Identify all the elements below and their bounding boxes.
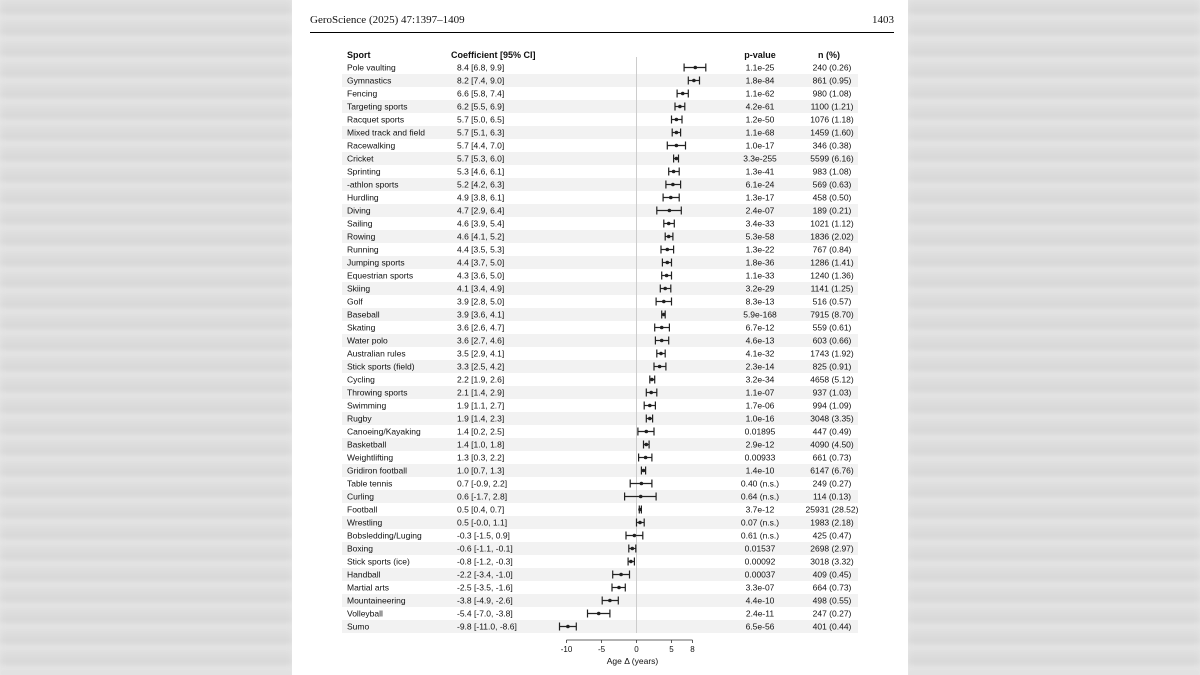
row-stripe [342,386,858,399]
n-text: 1743 (1.92) [810,348,854,359]
coefficient-point [667,222,671,226]
n-text: 994 (1.09) [812,400,852,411]
sport-label: Running [347,244,379,255]
coefficient-point [648,404,652,408]
row-stripe [342,516,858,529]
page-number: 1403 [872,14,894,26]
n-text: 559 (0.61) [812,322,852,333]
coefficient-point [663,287,667,291]
x-tick-label: 5 [669,645,674,654]
n-text: 1076 (1.18) [810,114,854,125]
coefficient-point [665,274,669,278]
coefficient-text: 0.5 [0.4, 0.7] [457,504,505,515]
sport-label: Volleyball [347,608,383,619]
sport-label: Bobsledding/Luging [347,530,422,541]
sport-label: Mixed track and field [347,127,425,138]
n-text: 664 (0.73) [812,582,852,593]
row-stripe [342,178,858,191]
background-blur-right [908,0,1200,675]
n-text: 346 (0.38) [812,140,852,151]
sport-label: Handball [347,569,381,580]
row-stripe [342,334,858,347]
pvalue-text: 0.07 (n.s.) [740,517,780,528]
coefficient-point [666,261,670,265]
n-text: 447 (0.49) [812,426,852,437]
x-tick-label: 8 [690,645,695,654]
sport-label: Equestrian sports [347,270,414,281]
forest-plot [292,0,908,675]
n-text: 247 (0.27) [812,608,852,619]
pvalue-text: 1.1e-25 [745,62,775,73]
x-tick-label: -5 [597,645,606,654]
n-text: 4090 (4.50) [810,439,854,450]
sport-label: Sumo [347,621,370,632]
coefficient-point [675,131,679,135]
coefficient-text: 4.7 [2.9, 6.4] [457,205,505,216]
coefficient-text: 3.3 [2.5, 4.2] [457,361,505,372]
row-stripe [342,464,858,477]
x-tick-label: 0 [634,645,639,654]
coefficient-text: 0.5 [-0.0, 1.1] [457,517,508,528]
sport-label: Racewalking [347,140,396,151]
n-text: 5599 (6.16) [810,153,854,164]
coefficient-point [638,521,642,525]
sport-label: Gymnastics [347,75,392,86]
pvalue-text: 3.2e-29 [745,283,775,294]
pvalue-text: 3.4e-33 [745,218,775,229]
coefficient-point [617,586,621,590]
coefficient-text: 5.7 [5.3, 6.0] [457,153,505,164]
coefficient-point [675,157,679,161]
row-stripe [342,438,858,451]
sport-label: Rowing [347,231,376,242]
n-text: 114 (0.13) [812,491,852,502]
n-text: 409 (0.45) [812,569,852,580]
coefficient-text: 4.6 [3.9, 5.4] [457,218,505,229]
n-text: 1141 (1.25) [810,283,854,294]
coefficient-text: 5.3 [4.6, 6.1] [457,166,505,177]
sport-label: Cricket [347,153,374,164]
sport-label: Swimming [347,400,387,411]
sport-label: Martial arts [347,582,390,593]
coefficient-text: 3.9 [2.8, 5.0] [457,296,505,307]
pvalue-text: 8.3e-13 [745,296,775,307]
sport-label: Racquet sports [347,114,405,125]
n-text: 1459 (1.60) [810,127,854,138]
n-text: 25931 (28.52) [805,504,859,515]
n-text: 6147 (6.76) [810,465,854,476]
n-text: 569 (0.63) [812,179,852,190]
sport-label: Stick sports (ice) [347,556,410,567]
coefficient-text: -5.4 [-7.0, -3.8] [457,608,513,619]
sport-label: Football [347,504,378,515]
pvalue-text: 0.01895 [744,426,776,437]
row-stripe [342,152,858,165]
n-text: 937 (1.03) [812,387,852,398]
n-text: 3048 (3.35) [810,413,854,424]
pvalue-text: 6.1e-24 [745,179,775,190]
coefficient-point [645,443,649,447]
n-text: 240 (0.26) [812,62,852,73]
sport-label: Hurdling [347,192,379,203]
coefficient-point [671,183,675,187]
sport-label: Wrestling [347,517,383,528]
coefficient-text: 3.6 [2.6, 4.7] [457,322,505,333]
journal-citation: GeroScience (2025) 47:1397–1409 [310,14,465,26]
coefficient-point [662,300,666,304]
coefficient-text: 0.7 [-0.9, 2.2] [457,478,508,489]
n-text: 1983 (2.18) [810,517,854,528]
pvalue-text: 0.01537 [744,543,776,554]
coefficient-text: 4.6 [4.1, 5.2] [457,231,505,242]
row-stripe [342,308,858,321]
coefficient-text: 6.6 [5.8, 7.4] [457,88,505,99]
coefficient-point [597,612,601,616]
pvalue-text: 5.3e-58 [745,231,775,242]
coefficient-text: -2.2 [-3.4, -1.0] [457,569,513,580]
n-text: 401 (0.44) [812,621,852,632]
coefficient-point [694,66,698,70]
pvalue-text: 1.3e-41 [745,166,775,177]
pvalue-text: 1.0e-17 [745,140,775,151]
coefficient-point [638,508,642,512]
coefficient-point [658,365,662,369]
pvalue-text: 0.61 (n.s.) [740,530,780,541]
n-text: 1021 (1.12) [810,218,854,229]
row-stripe [342,230,858,243]
n-text: 1286 (1.41) [810,257,854,268]
row-stripe [342,74,858,87]
sport-label: Skiing [347,283,371,294]
sport-label: Pole vaulting [347,62,396,73]
coefficient-text: 8.2 [7.4, 9.0] [457,75,505,86]
n-text: 1100 (1.21) [810,101,854,112]
coefficient-point [639,495,643,499]
pvalue-text: 4.1e-32 [745,348,775,359]
pvalue-text: 0.64 (n.s.) [740,491,780,502]
sport-label: Basketball [347,439,387,450]
sport-label: Australian rules [347,348,406,359]
n-text: 861 (0.95) [812,75,852,86]
coefficient-point [667,235,671,239]
coefficient-point [660,339,664,343]
pvalue-text: 2.4e-11 [745,608,775,619]
n-text: 2698 (2.97) [810,543,854,554]
coefficient-text: 5.7 [5.0, 6.5] [457,114,505,125]
x-axis-label: Age Δ (years) [606,656,659,666]
row-stripe [342,100,858,113]
n-text: 189 (0.21) [812,205,852,216]
coefficient-point [649,391,653,395]
n-text: 661 (0.73) [812,452,852,463]
coefficient-point [672,170,676,174]
coefficient-text: 0.6 [-1.7, 2.8] [457,491,508,502]
column-header-pvalue: p-value [744,50,776,60]
sport-label: Fencing [347,88,378,99]
column-header-coefficient: Coefficient [95% CI] [451,50,536,60]
coefficient-point [629,560,633,564]
row-stripe [342,256,858,269]
coefficient-text: 1.0 [0.7, 1.3] [457,465,505,476]
sport-label: Water polo [347,335,388,346]
coefficient-text: -3.8 [-4.9, -2.6] [457,595,513,606]
pvalue-text: 3.2e-34 [745,374,775,385]
coefficient-point [692,79,696,83]
n-text: 767 (0.84) [812,244,852,255]
pvalue-text: 0.00933 [744,452,776,463]
coefficient-point [619,573,623,577]
pvalue-text: 1.3e-17 [745,192,775,203]
coefficient-text: -9.8 [-11.0, -8.6] [457,621,517,632]
n-text: 7915 (8.70) [810,309,854,320]
coefficient-point [631,547,635,551]
sport-label: -athlon sports [347,179,399,190]
pvalue-text: 1.4e-10 [745,465,775,476]
coefficient-point [650,378,654,382]
sport-label: Throwing sports [347,387,408,398]
n-text: 516 (0.57) [812,296,852,307]
coefficient-text: 4.9 [3.8, 6.1] [457,192,505,203]
pvalue-text: 4.4e-10 [745,595,775,606]
pvalue-text: 1.1e-33 [745,270,775,281]
sport-label: Skating [347,322,376,333]
pvalue-text: 2.4e-07 [745,205,775,216]
n-text: 603 (0.66) [812,335,852,346]
coefficient-point [666,248,670,252]
row-stripe [342,620,858,633]
sport-label: Table tennis [347,478,393,489]
coefficient-text: 4.4 [3.5, 5.3] [457,244,505,255]
coefficient-point [678,105,682,109]
coefficient-point [648,417,652,421]
coefficient-text: 3.9 [3.6, 4.1] [457,309,505,320]
pvalue-text: 4.6e-13 [745,335,775,346]
coefficient-text: -2.5 [-3.5, -1.6] [457,582,513,593]
sport-label: Sailing [347,218,373,229]
pvalue-text: 6.5e-56 [745,621,775,632]
n-text: 4658 (5.12) [810,374,854,385]
coefficient-text: 1.4 [1.0, 1.8] [457,439,505,450]
coefficient-text: 1.3 [0.3, 2.2] [457,452,505,463]
coefficient-text: 6.2 [5.5, 6.9] [457,101,505,112]
column-header-n: n (%) [818,50,840,60]
pvalue-text: 2.3e-14 [745,361,775,372]
pvalue-text: 3.7e-12 [745,504,775,515]
pvalue-text: 1.1e-07 [745,387,775,398]
coefficient-point [659,352,663,356]
sport-label: Weightlifting [347,452,394,463]
pvalue-text: 4.2e-61 [745,101,775,112]
pvalue-text: 5.9e-168 [743,309,777,320]
n-text: 498 (0.55) [812,595,852,606]
pvalue-text: 1.1e-68 [745,127,775,138]
n-text: 983 (1.08) [812,166,852,177]
pvalue-text: 3.3e-07 [745,582,775,593]
coefficient-text: -0.8 [-1.2, -0.3] [457,556,513,567]
pvalue-text: 2.9e-12 [745,439,775,450]
x-tick-label: -10 [560,645,573,654]
row-stripe [342,542,858,555]
coefficient-point [675,144,679,148]
pvalue-text: 1.3e-22 [745,244,775,255]
n-text: 425 (0.47) [812,530,852,541]
pvalue-text: 0.40 (n.s.) [740,478,780,489]
row-stripe [342,594,858,607]
coefficient-point [608,599,612,603]
n-text: 1836 (2.02) [810,231,854,242]
coefficient-point [645,430,649,434]
coefficient-text: 8.4 [6.8, 9.9] [457,62,505,73]
coefficient-text: 4.1 [3.4, 4.9] [457,283,505,294]
coefficient-point [668,209,672,213]
sport-label: Gridiron football [347,465,408,476]
n-text: 249 (0.27) [812,478,852,489]
pvalue-text: 1.7e-06 [745,400,775,411]
pvalue-text: 1.2e-50 [745,114,775,125]
coefficient-text: -0.6 [-1.1, -0.1] [457,543,513,554]
coefficient-text: 4.3 [3.6, 5.0] [457,270,505,281]
sport-label: Diving [347,205,371,216]
pvalue-text: 1.1e-62 [745,88,775,99]
row-stripe [342,360,858,373]
coefficient-text: 5.7 [4.4, 7.0] [457,140,505,151]
pvalue-text: 0.00092 [744,556,776,567]
sport-label: Curling [347,491,374,502]
coefficient-point [642,469,646,473]
pvalue-text: 0.00037 [744,569,776,580]
coefficient-point [566,625,570,629]
coefficient-text: 3.5 [2.9, 4.1] [457,348,505,359]
sport-label: Cycling [347,374,375,385]
n-text: 980 (1.08) [812,88,852,99]
pvalue-text: 6.7e-12 [745,322,775,333]
sport-label: Jumping sports [347,257,405,268]
sport-label: Sprinting [347,166,381,177]
sport-label: Golf [347,296,363,307]
n-text: 825 (0.91) [812,361,852,372]
coefficient-text: 1.9 [1.1, 2.7] [457,400,505,411]
coefficient-text: 1.9 [1.4, 2.3] [457,413,505,424]
sport-label: Baseball [347,309,380,320]
coefficient-point [640,482,644,486]
sport-label: Mountaineering [347,595,406,606]
pvalue-text: 1.8e-36 [745,257,775,268]
coefficient-text: 2.2 [1.9, 2.6] [457,374,505,385]
sport-label: Stick sports (field) [347,361,415,372]
coefficient-point [681,92,685,96]
row-stripe [342,204,858,217]
sport-label: Targeting sports [347,101,408,112]
document-page [292,0,908,675]
sport-label: Canoeing/Kayaking [347,426,421,437]
background-blur-left [0,0,292,675]
row-stripe [342,282,858,295]
pvalue-text: 1.0e-16 [745,413,775,424]
coefficient-point [675,118,679,122]
coefficient-text: 5.2 [4.2, 6.3] [457,179,505,190]
sport-label: Boxing [347,543,373,554]
column-header-sport: Sport [347,50,371,60]
coefficient-text: 2.1 [1.4, 2.9] [457,387,505,398]
pvalue-text: 3.3e-255 [743,153,777,164]
coefficient-text: 1.4 [0.2, 2.5] [457,426,505,437]
coefficient-point [660,326,664,330]
coefficient-text: 3.6 [2.7, 4.6] [457,335,505,346]
n-text: 3018 (3.32) [810,556,854,567]
coefficient-point [662,313,666,317]
row-stripe [342,490,858,503]
coefficient-point [669,196,673,200]
coefficient-point [633,534,637,538]
coefficient-text: 4.4 [3.7, 5.0] [457,257,505,268]
row-stripe [342,568,858,581]
coefficient-text: 5.7 [5.1, 6.3] [457,127,505,138]
n-text: 1240 (1.36) [810,270,854,281]
sport-label: Rugby [347,413,372,424]
coefficient-point [644,456,648,460]
pvalue-text: 1.8e-84 [745,75,775,86]
row-stripe [342,412,858,425]
coefficient-text: -0.3 [-1.5, 0.9] [457,530,510,541]
n-text: 458 (0.50) [812,192,852,203]
